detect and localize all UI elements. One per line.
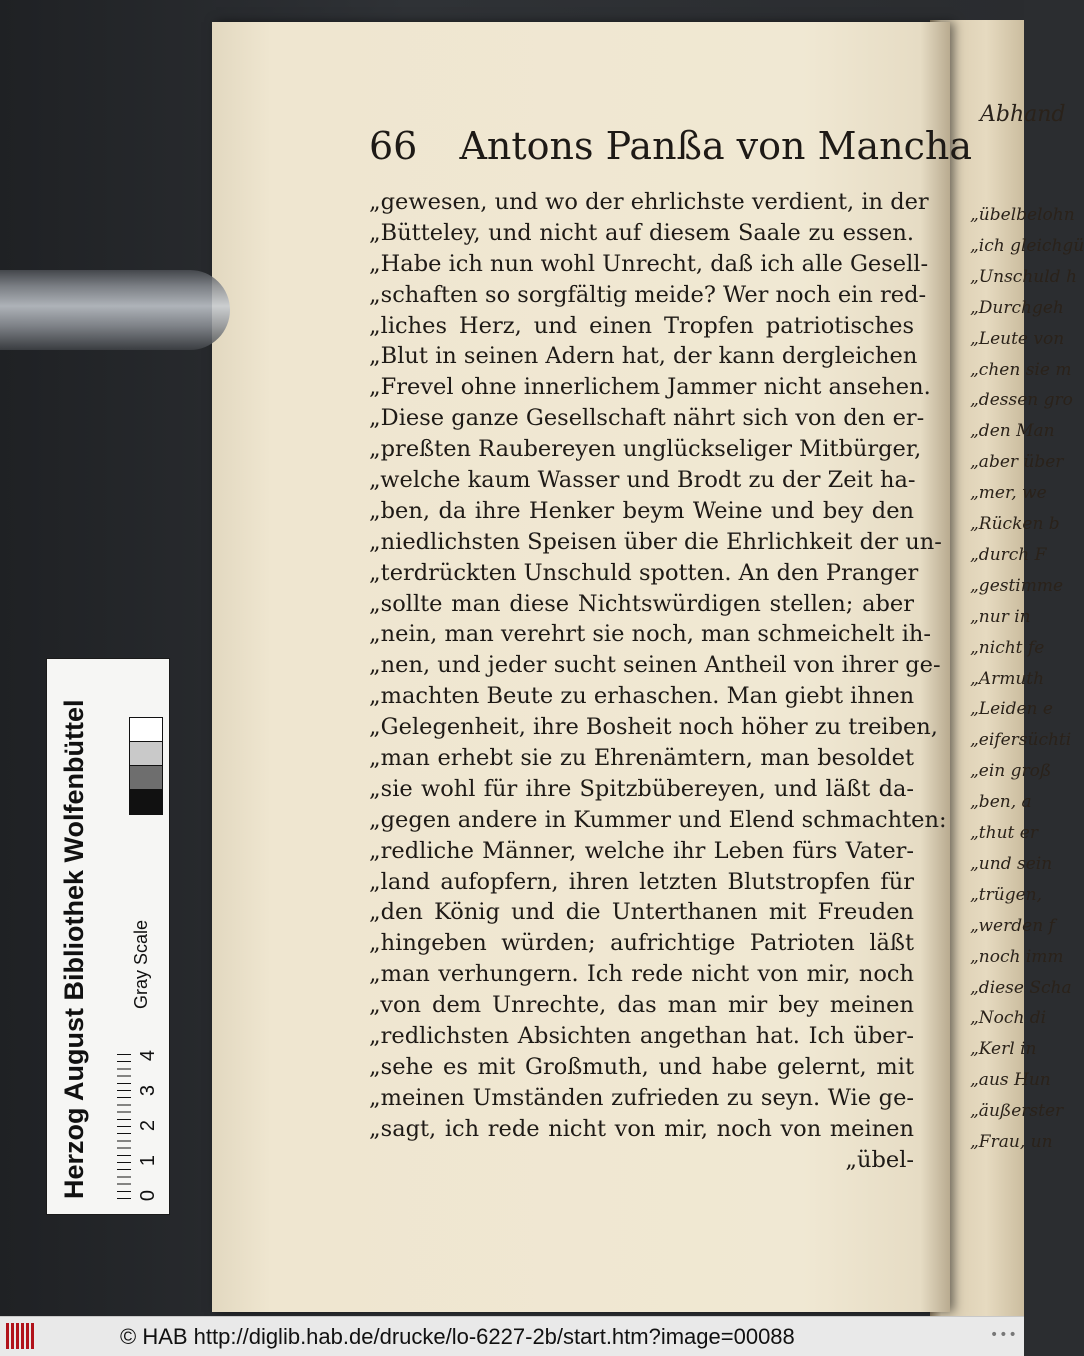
text-line: „sagt, ich rede nicht von mir, noch von meinen	[369, 1115, 914, 1142]
facing-page-line: „mer, we	[970, 483, 1047, 504]
facing-page-line: „chen sie m	[970, 359, 1072, 380]
text-line: „sollte man diese Nichtswürdigen stellen; aber	[369, 590, 914, 617]
text-line: „Habe ich nun wohl Unrecht, daß ich alle Gesell-	[369, 250, 929, 277]
page-number: 66	[369, 124, 418, 168]
running-header	[369, 124, 973, 168]
text-line: „Diese ganze Gesellschaft nährt sich von den er-	[369, 405, 925, 432]
viewer-footer	[0, 1316, 1024, 1356]
facing-page-line: „aus Hun	[970, 1070, 1051, 1091]
text-line: „sie wohl für ihre Spitzbübereyen, und läßt da-	[369, 775, 914, 802]
ruler-number: 3	[137, 1084, 160, 1097]
facing-page-line: „thut er	[970, 823, 1038, 843]
facing-page-line: „gestimme	[970, 575, 1064, 596]
text-line: „Blut in seinen Adern hat, der kann dergleichen	[369, 343, 918, 370]
text-line: „von dem Unrechte, das man mir bey meinen	[369, 992, 914, 1019]
facing-page-line: „eifersüchti	[970, 730, 1072, 751]
text-line: „machten Beute zu erhaschen. Man giebt ihnen	[369, 683, 915, 710]
ruler-number: 2	[137, 1119, 160, 1132]
facing-page-line: „den Man	[970, 421, 1055, 442]
text-line: „Frevel ohne innerlichem Jammer nicht ansehen.	[369, 374, 931, 401]
facing-page-line: „übelbelohn	[970, 205, 1075, 225]
ruler-number: 4	[137, 1049, 160, 1062]
facing-page-line: „noch imm	[970, 946, 1064, 967]
facing-page-head: Abhand	[980, 102, 1066, 127]
facing-page-line: „ich gleichgü	[970, 235, 1084, 256]
page-clip	[0, 270, 230, 350]
gray-scale-label: Gray Scale	[131, 919, 151, 1009]
facing-page-line: „ein groß	[970, 761, 1052, 782]
copyright-link[interactable]: © HAB http://diglib.hab.de/drucke/lo-6227-2b/start.htm?image=00088	[120, 1324, 795, 1349]
text-line: „Gelegenheit, ihre Bosheit noch höher zu treiben,	[369, 714, 938, 741]
text-line: „preßten Raubereyen unglückseliger Mitbürger,	[369, 436, 922, 463]
facing-page-line: „Leute von	[970, 328, 1065, 349]
text-line: „redliche Männer, welche ihr Leben fürs Vater-	[369, 837, 914, 864]
text-line: „nen, und jeder sucht seinen Antheil von ihrer ge-	[369, 652, 941, 679]
facing-page-line: „äußerster	[970, 1101, 1064, 1122]
text-line: „redlichsten Absichten angethan hat. Ich über-	[369, 1023, 914, 1050]
facing-page-line: „ben, a	[970, 792, 1032, 813]
facing-page-line: „Kerl in	[970, 1039, 1037, 1060]
facing-page-line: „Rücken b	[970, 514, 1060, 534]
text-line: „man verhungern. Ich rede nicht von mir, noch	[369, 961, 914, 988]
ruler-number: 0	[137, 1189, 160, 1202]
ruler-number: 1	[137, 1154, 160, 1167]
facing-page-line: „Durchgeh	[970, 297, 1064, 318]
text-line: „meinen Umständen zufrieden zu seyn. Wie ge-	[369, 1084, 914, 1111]
text-line: „liches Herz, und einen Tropfen patriotisches	[369, 312, 914, 339]
text-line: „niedlichsten Speisen über die Ehrlichkeit der un-	[369, 528, 942, 555]
text-line: „welche kaum Wasser und Brodt zu der Zeit ha-	[369, 467, 916, 494]
text-line: „land aufopfern, ihren letzten Blutstropfen für	[369, 868, 914, 895]
facing-page-line: „trügen,	[970, 884, 1043, 905]
color-calibration-ruler	[46, 658, 170, 1215]
facing-page-line: „aber über	[970, 452, 1064, 473]
facing-page-line: „Leiden e	[970, 699, 1053, 720]
text-line: „sehe es mit Großmuth, und habe gelernt, mit	[369, 1053, 914, 1080]
text-line: „hingeben würden; aufrichtige Patrioten läßt	[369, 930, 914, 957]
facing-page-line: „dessen gro	[970, 390, 1073, 411]
page-body-text	[369, 187, 947, 1176]
gray-patch	[129, 741, 163, 767]
facing-page-line: „nicht fe	[970, 637, 1045, 658]
ruler-ticks	[117, 1054, 131, 1199]
ruler-institution-label: Herzog August Bibliothek Wolfenbüttel	[59, 699, 89, 1199]
gray-patch	[129, 789, 163, 815]
text-line: „nein, man verehrt sie noch, man schmeichelt ih-	[369, 621, 931, 648]
text-line: „Bütteley, und nicht auf diesem Saale zu essen.	[369, 219, 914, 246]
facing-page-line: „werden f	[970, 915, 1055, 936]
facing-page-line: „Frau, un	[970, 1132, 1053, 1152]
more-icon[interactable]: •••	[990, 1327, 1018, 1343]
text-line: „man erhebt sie zu Ehrenämtern, man besoldet	[369, 745, 914, 772]
text-line: „terdrückten Unschuld spotten. An den Pranger	[369, 559, 919, 586]
facing-page-line: „nur in	[970, 606, 1031, 627]
text-line: „den König und die Unterthanen mit Freuden	[369, 899, 914, 926]
book-page	[212, 22, 973, 1312]
hab-logo-icon	[6, 1323, 36, 1349]
facing-page-line: „Noch di	[970, 1008, 1047, 1029]
text-line: „gewesen, und wo der ehrlichste verdient, in der	[369, 189, 929, 215]
text-line: „ben, da ihre Henker beym Weine und bey den	[369, 497, 914, 524]
running-head-title: Antons Panßa von Mancha	[459, 124, 973, 168]
text-line: „gegen andere in Kummer und Elend schmachten:	[369, 806, 947, 833]
gray-patch	[129, 765, 163, 791]
facing-page-line: „diese Scha	[970, 977, 1072, 998]
gray-patch	[129, 717, 163, 743]
catchword: „übel-	[845, 1146, 914, 1173]
facing-page-line: „durch F	[970, 544, 1047, 565]
facing-page-line: „Armuth	[970, 668, 1045, 689]
facing-page-line: „und sein	[970, 853, 1053, 874]
facing-page-line: „Unschuld h	[970, 266, 1077, 287]
text-line: „schaften so sorgfältig meide? Wer noch ein red-	[369, 281, 927, 308]
